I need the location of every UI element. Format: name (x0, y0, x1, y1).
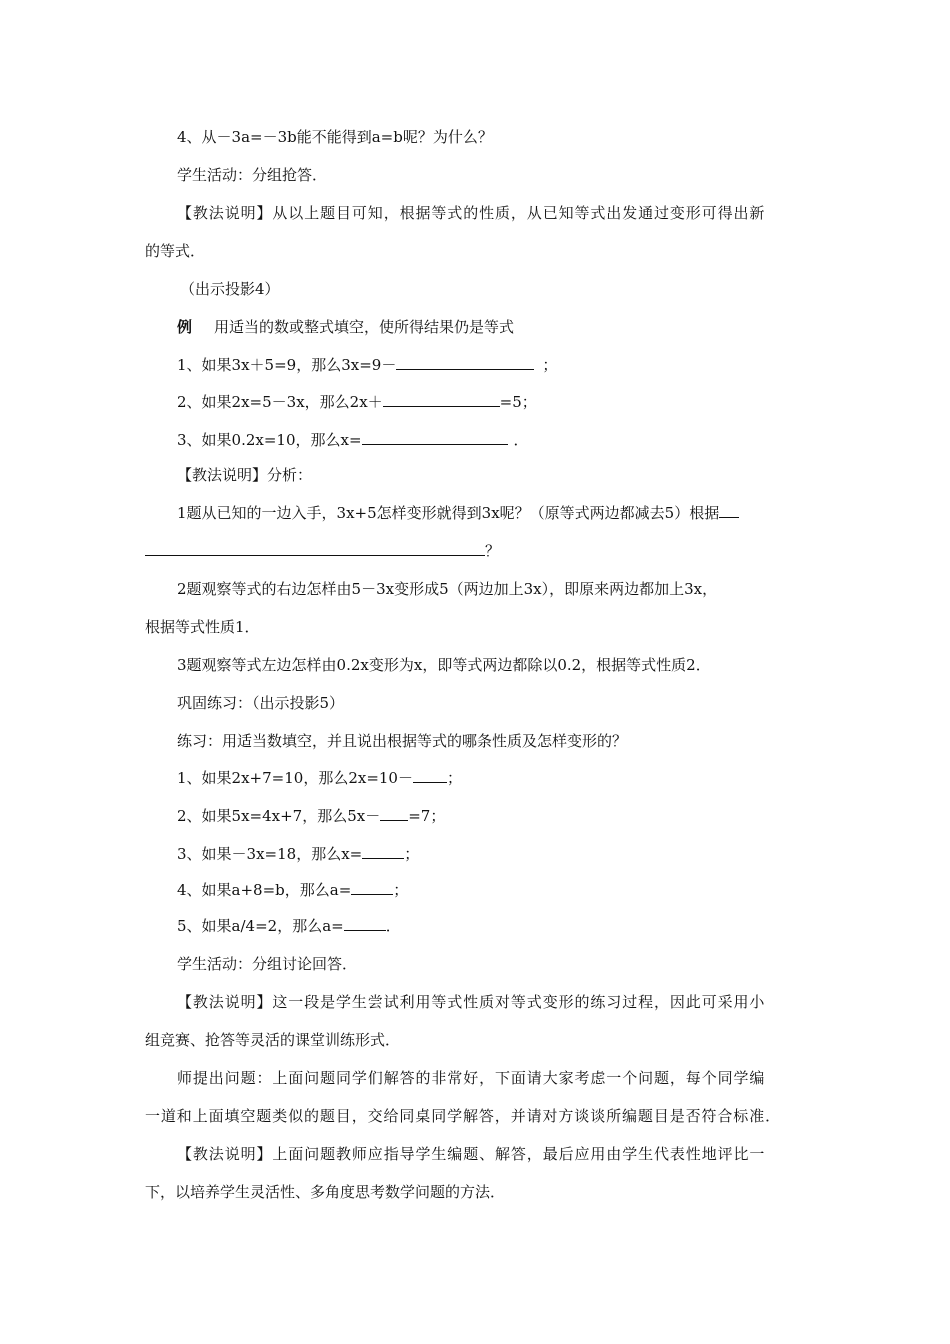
practice-q3-end: ； (404, 845, 420, 863)
example-q1 (177, 355, 557, 375)
answer-blank (396, 355, 534, 370)
analysis-2-line2: 根据等式性质1． (145, 618, 260, 636)
practice-q2-text: 2、如果5x=4x+7，那么5x－ (177, 807, 381, 825)
analysis-1-line2 (145, 541, 500, 561)
teaching-note-2-line2: 组竞赛、抢答等灵活的课堂训练形式． (145, 1031, 401, 1049)
practice-heading: 巩固练习：（出示投影5） (177, 694, 345, 712)
analysis-heading: 【教法说明】分析： (177, 466, 313, 484)
analysis-3-line: 3题观察等式左边怎样由0.2x变形为x，即等式两边都除以0.2，根据等式性质2． (177, 656, 711, 674)
example-q3-text: 3、如果0.2x=10，那么x= (177, 431, 362, 449)
practice-q3 (177, 844, 419, 864)
example-text: 用适当的数或整式填空，使所得结果仍是等式 (214, 318, 515, 336)
example-q2-text: 2、如果2x=5－3x，那么2x＋ (177, 393, 383, 411)
answer-blank (344, 916, 386, 931)
student-activity-2-line: 学生活动：分组讨论回答． (177, 955, 358, 973)
example-q2-end: =5； (499, 393, 537, 411)
teacher-question-line1: 师提出问题：上面问题同学们解答的非常好，下面请大家考虑一个问题，每个同学编 (177, 1069, 766, 1087)
practice-q4-end: ； (393, 881, 409, 899)
practice-q1-end: ； (446, 769, 462, 787)
example-q3 (177, 430, 529, 450)
answer-blank (351, 880, 393, 895)
analysis-1-text: 1题从已知的一边入手，3x+5怎样变形就得到3x呢？（原等式两边都减去5）根据 (177, 504, 720, 522)
practice-q5-text: 5、如果a/4=2，那么a= (177, 917, 344, 935)
teaching-note-3-line2: 下，以培养学生灵活性、多角度思考数学问题的方法． (145, 1183, 506, 1201)
example-line (177, 317, 514, 337)
teaching-note-2-line1: 【教法说明】这一段是学生尝试利用等式性质对等式变形的练习过程，因此可采用小 (177, 993, 766, 1011)
example-heading: 例 (177, 318, 193, 336)
teaching-note-3-line1: 【教法说明】上面问题教师应指导学生编题、解答，最后应用由学生代表性地评比一 (177, 1145, 766, 1163)
example-q1-text: 1、如果3x＋5=9，那么3x=9－ (177, 356, 397, 374)
analysis-2-line1: 2题观察等式的右边怎样由5－3x变形成5（两边加上3x），即原来两边都加上3x， (177, 580, 718, 598)
student-activity-line: 学生活动：分组抢答． (177, 166, 328, 184)
projection-4-label: （出示投影4） (180, 280, 280, 298)
practice-q3-text: 3、如果－3x=18，那么x= (177, 845, 363, 863)
analysis-1-line1 (177, 503, 739, 523)
practice-q1 (177, 768, 462, 788)
answer-blank (719, 503, 739, 518)
teaching-note-1-line2: 的等式． (145, 242, 206, 260)
practice-q2 (177, 806, 445, 826)
answer-blank (362, 430, 508, 445)
practice-q5 (177, 916, 401, 936)
example-q2 (177, 392, 537, 412)
teaching-note-1-line1: 【教法说明】从以上题目可知，根据等式的性质，从已知等式出发通过变形可得出新 (177, 204, 766, 222)
answer-blank (383, 392, 500, 407)
practice-instruction: 练习：用适当数填空，并且说出根据等式的哪条性质及怎样变形的？ (177, 732, 628, 750)
teacher-question-line2: 一道和上面填空题类似的题目，交给同桌同学解答，并请对方谈谈所编题目是否符合标准． (145, 1107, 782, 1125)
answer-blank (362, 844, 404, 859)
answer-blank (413, 768, 447, 783)
example-q3-end: ． (513, 431, 529, 449)
practice-q5-end: ． (385, 917, 401, 935)
practice-q4-text: 4、如果a+8=b，那么a= (177, 881, 352, 899)
question-4-line: 4、从－3a=－3b能不能得到a=b呢？为什么？ (177, 128, 493, 146)
analysis-1-end: ？ (485, 542, 501, 560)
answer-blank (380, 806, 408, 821)
practice-q1-text: 1、如果2x+7=10，那么2x=10－ (177, 769, 413, 787)
practice-q2-end: =7； (408, 807, 446, 825)
practice-q4 (177, 880, 408, 900)
answer-blank (145, 541, 485, 556)
example-q1-end: ； (542, 356, 558, 374)
